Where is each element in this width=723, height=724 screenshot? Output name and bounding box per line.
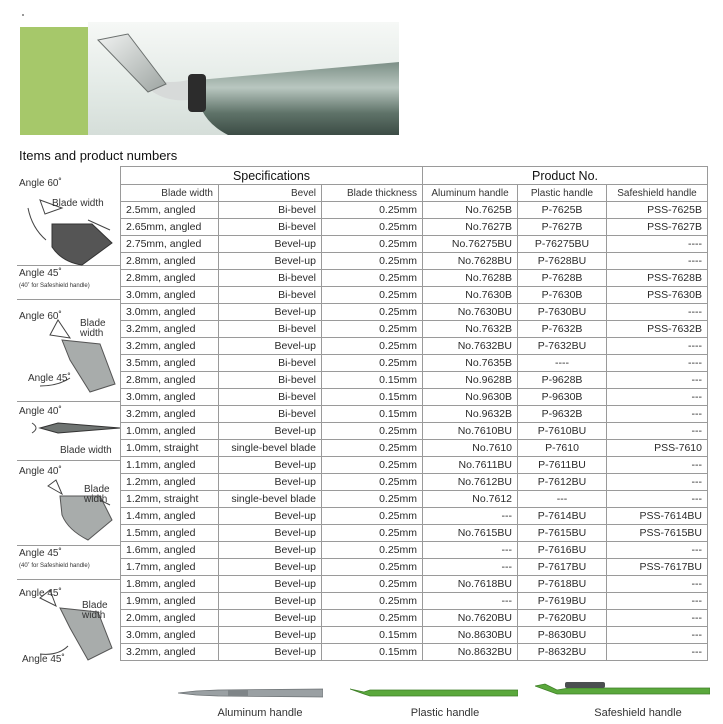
diagram-label: Blade [82,600,108,611]
aluminum-no-cell: --- [423,542,518,559]
safeshield-no-cell: --- [607,610,708,627]
aluminum-no-cell: No.76275BU [423,236,518,253]
aluminum-no-cell: No.9628B [423,372,518,389]
plastic-no-cell: P-7617BU [518,559,607,576]
thickness-cell: 0.15mm [322,627,423,644]
aluminum-no-cell: No.9632B [423,406,518,423]
aluminum-no-cell: --- [423,593,518,610]
aluminum-no-cell: No.7612BU [423,474,518,491]
plastic-no-cell: P-7625B [518,202,607,219]
table-column-header-row [121,185,708,202]
aluminum-no-cell: No.7630BU [423,304,518,321]
thickness-cell: 0.25mm [322,253,423,270]
bevel-cell: Bi-bevel [219,202,322,219]
plastic-no-cell: P-7618BU [518,576,607,593]
safeshield-no-cell: --- [607,474,708,491]
column-header: Aluminum handle [423,185,518,202]
plastic-no-cell: P-7632BU [518,338,607,355]
plastic-no-cell: P-7630B [518,287,607,304]
blade-photo [88,22,399,135]
table-group-header-row [121,167,708,185]
safeshield-no-cell: --- [607,593,708,610]
blade-width-cell: 3.5mm, angled [121,355,219,372]
bevel-cell: Bevel-up [219,593,322,610]
blade-width-cell: 1.6mm, angled [121,542,219,559]
safeshield-no-cell: ---- [607,355,708,372]
blade-width-cell: 1.8mm, angled [121,576,219,593]
plastic-no-cell: P-7619BU [518,593,607,610]
aluminum-no-cell: No.7632BU [423,338,518,355]
thickness-cell: 0.25mm [322,525,423,542]
plastic-no-cell: P-9632B [518,406,607,423]
table-row [121,491,708,508]
blade-width-cell: 2.8mm, angled [121,372,219,389]
bevel-cell: Bevel-up [219,627,322,644]
blade-width-cell: 3.2mm, angled [121,644,219,661]
thickness-cell: 0.25mm [322,474,423,491]
safeshield-no-cell: --- [607,542,708,559]
bevel-cell: Bi-bevel [219,219,322,236]
safeshield-no-cell: --- [607,423,708,440]
table-row [121,219,708,236]
blade-width-cell: 3.0mm, angled [121,287,219,304]
diagram-label: width [82,610,106,621]
bevel-cell: Bi-bevel [219,287,322,304]
table-row [121,508,708,525]
table-row [121,372,708,389]
thickness-cell: 0.25mm [322,304,423,321]
blade-width-cell: 3.2mm, angled [121,338,219,355]
aluminum-no-cell: No.8630BU [423,627,518,644]
plastic-handle-label: Plastic handle [410,707,480,719]
aluminum-no-cell: No.7618BU [423,576,518,593]
bevel-cell: single-bevel blade [219,440,322,457]
aluminum-no-cell: No.7611BU [423,457,518,474]
aluminum-no-cell: No.7610 [423,440,518,457]
blade-width-cell: 2.5mm, angled [121,202,219,219]
safeshield-no-cell: --- [607,457,708,474]
aluminum-no-cell: No.7625B [423,202,518,219]
blade-width-cell: 1.7mm, angled [121,559,219,576]
safeshield-no-cell: --- [607,389,708,406]
plastic-no-cell: --- [518,491,607,508]
plastic-no-cell: P-7612BU [518,474,607,491]
bevel-cell: Bevel-up [219,610,322,627]
diagram-label: width [80,328,104,339]
table-row [121,576,708,593]
table-row [121,644,708,661]
thickness-cell: 0.25mm [322,593,423,610]
bevel-cell: Bevel-up [219,508,322,525]
aluminum-no-cell: No.7630B [423,287,518,304]
product-no-header: Product No. [423,167,708,185]
diagram-label: Angle 60˚ [19,311,62,322]
thickness-cell: 0.15mm [322,389,423,406]
aluminum-no-cell: No.9630B [423,389,518,406]
thickness-cell: 0.15mm [322,406,423,423]
plastic-no-cell: P-7611BU [518,457,607,474]
blade-width-cell: 3.2mm, angled [121,321,219,338]
table-row [121,457,708,474]
safeshield-no-cell: PSS-7630B [607,287,708,304]
bevel-cell: Bi-bevel [219,270,322,287]
diagram-label: Blade width [52,198,104,209]
safeshield-no-cell: --- [607,627,708,644]
aluminum-no-cell: No.7610BU [423,423,518,440]
aluminum-no-cell: No.7632B [423,321,518,338]
aluminum-no-cell: No.7627B [423,219,518,236]
safeshield-no-cell: ---- [607,253,708,270]
diagram-label: Angle 40˚ [19,406,62,417]
plastic-no-cell: ---- [518,355,607,372]
table-row [121,304,708,321]
thickness-cell: 0.15mm [322,372,423,389]
table-row [121,287,708,304]
safeshield-no-cell: PSS-7610 [607,440,708,457]
bevel-cell: Bevel-up [219,474,322,491]
aluminum-no-cell: No.7628BU [423,253,518,270]
blade-width-cell: 1.1mm, angled [121,457,219,474]
blade-width-cell: 2.8mm, angled [121,253,219,270]
aluminum-no-cell: --- [423,508,518,525]
thickness-cell: 0.25mm [322,321,423,338]
diagram-label: Angle 45˚ [19,548,62,559]
safeshield-no-cell: ---- [607,304,708,321]
plastic-no-cell: P-8632BU [518,644,607,661]
blade-width-cell: 3.0mm, angled [121,389,219,406]
bevel-cell: Bi-bevel [219,355,322,372]
diagram-label: Blade width [60,445,112,456]
plastic-no-cell: P-7610 [518,440,607,457]
diagram-label: Blade [80,318,106,329]
diagram-label: Angle 40˚ [19,466,62,477]
aluminum-no-cell: No.7628B [423,270,518,287]
safeshield-no-cell: PSS-7615BU [607,525,708,542]
column-header: Safeshield handle [607,185,708,202]
diagram-label: Angle 45˚ [19,268,62,279]
blade-width-cell: 2.75mm, angled [121,236,219,253]
plastic-no-cell: P-8630BU [518,627,607,644]
safeshield-no-cell: --- [607,491,708,508]
table-row [121,593,708,610]
aluminum-no-cell: No.7612 [423,491,518,508]
plastic-no-cell: P-7614BU [518,508,607,525]
table-row [121,542,708,559]
table-row [121,202,708,219]
blade-width-cell: 1.5mm, angled [121,525,219,542]
plastic-no-cell: P-7630BU [518,304,607,321]
safeshield-no-cell: PSS-7627B [607,219,708,236]
diagram-label: width [84,494,108,505]
safeshield-handle-label: Safeshield handle [594,707,682,719]
thickness-cell: 0.25mm [322,423,423,440]
blade-width-cell: 2.65mm, angled [121,219,219,236]
blade-width-cell: 2.8mm, angled [121,270,219,287]
plastic-no-cell: P-7628B [518,270,607,287]
blade-width-cell: 1.0mm, angled [121,423,219,440]
plastic-no-cell: P-9628B [518,372,607,389]
blade-diagrams [0,0,120,724]
thickness-cell: 0.25mm [322,236,423,253]
safeshield-no-cell: PSS-7617BU [607,559,708,576]
bevel-cell: Bevel-up [219,338,322,355]
bevel-cell: Bevel-up [219,236,322,253]
bevel-cell: Bevel-up [219,253,322,270]
table-row [121,525,708,542]
bevel-cell: Bevel-up [219,576,322,593]
blade-width-cell: 1.2mm, angled [121,474,219,491]
bevel-cell: Bi-bevel [219,372,322,389]
safeshield-handle-icon [535,680,710,700]
table-row [121,559,708,576]
plastic-no-cell: P-7610BU [518,423,607,440]
bevel-cell: Bi-bevel [219,389,322,406]
section-title: Items and product numbers [19,148,178,163]
thickness-cell: 0.25mm [322,508,423,525]
thickness-cell: 0.25mm [322,219,423,236]
safeshield-no-cell: PSS-7625B [607,202,708,219]
blade-width-cell: 3.0mm, angled [121,304,219,321]
diagram-label: Angle 45˚ [22,654,65,665]
blade-width-cell: 1.9mm, angled [121,593,219,610]
diagram-note: (40˚ for Safeshield handle) [19,283,90,289]
safeshield-no-cell: PSS-7632B [607,321,708,338]
plastic-no-cell: P-7627B [518,219,607,236]
plastic-no-cell: P-7620BU [518,610,607,627]
aluminum-no-cell: --- [423,559,518,576]
plastic-no-cell: P-76275BU [518,236,607,253]
table-row [121,627,708,644]
safeshield-no-cell: --- [607,372,708,389]
safeshield-no-cell: PSS-7628B [607,270,708,287]
safeshield-no-cell: --- [607,576,708,593]
safeshield-no-cell: ---- [607,338,708,355]
thickness-cell: 0.25mm [322,202,423,219]
diagram-label: Angle 45˚ [28,373,71,384]
plastic-no-cell: P-7632B [518,321,607,338]
bevel-cell: Bevel-up [219,542,322,559]
diagram-label: Blade [84,484,110,495]
column-header: Blade width [121,185,219,202]
table-row [121,610,708,627]
blade-width-cell: 1.4mm, angled [121,508,219,525]
column-header: Blade thickness [322,185,423,202]
thickness-cell: 0.25mm [322,355,423,372]
thickness-cell: 0.25mm [322,457,423,474]
blade-width-cell: 1.2mm, straight [121,491,219,508]
aluminum-no-cell: No.7615BU [423,525,518,542]
bevel-cell: Bevel-up [219,525,322,542]
table-row [121,355,708,372]
table-row [121,270,708,287]
bevel-cell: Bi-bevel [219,321,322,338]
bevel-cell: Bevel-up [219,423,322,440]
table-row [121,406,708,423]
bevel-cell: Bevel-up [219,559,322,576]
table-row [121,474,708,491]
thickness-cell: 0.25mm [322,491,423,508]
aluminum-no-cell: No.7635B [423,355,518,372]
product-table [120,166,708,661]
thickness-cell: 0.25mm [322,287,423,304]
safeshield-no-cell: PSS-7614BU [607,508,708,525]
table-row [121,423,708,440]
thickness-cell: 0.25mm [322,440,423,457]
blade-width-cell: 2.0mm, angled [121,610,219,627]
column-header: Plastic handle [518,185,607,202]
table-row [121,338,708,355]
diagram-note: (40˚ for Safeshield handle) [19,563,90,569]
diagram-label: Angle 45˚ [19,588,62,599]
bevel-cell: Bevel-up [219,304,322,321]
aluminum-handle-label: Aluminum handle [217,707,303,719]
aluminum-no-cell: No.7620BU [423,610,518,627]
table-row [121,389,708,406]
blade-width-cell: 1.0mm, straight [121,440,219,457]
safeshield-no-cell: --- [607,406,708,423]
bevel-cell: single-bevel blade [219,491,322,508]
plastic-no-cell: P-7616BU [518,542,607,559]
plastic-no-cell: P-7628BU [518,253,607,270]
diagram-label: Angle 60˚ [19,178,62,189]
thickness-cell: 0.25mm [322,338,423,355]
table-row [121,321,708,338]
thickness-cell: 0.25mm [322,542,423,559]
thickness-cell: 0.25mm [322,270,423,287]
safeshield-no-cell: ---- [607,236,708,253]
bevel-cell: Bevel-up [219,644,322,661]
safeshield-no-cell: --- [607,644,708,661]
blade-width-cell: 3.0mm, angled [121,627,219,644]
bevel-cell: Bi-bevel [219,406,322,423]
plastic-no-cell: P-7615BU [518,525,607,542]
table-row [121,253,708,270]
blade-width-cell: 3.2mm, angled [121,406,219,423]
table-row [121,440,708,457]
column-header: Bevel [219,185,322,202]
bevel-cell: Bevel-up [219,457,322,474]
thickness-cell: 0.25mm [322,610,423,627]
aluminum-no-cell: No.8632BU [423,644,518,661]
table-row [121,236,708,253]
plastic-no-cell: P-9630B [518,389,607,406]
specifications-header: Specifications [121,167,423,185]
plastic-handle-icon [350,684,518,700]
thickness-cell: 0.15mm [322,644,423,661]
thickness-cell: 0.25mm [322,559,423,576]
aluminum-handle-icon [178,686,323,700]
thickness-cell: 0.25mm [322,576,423,593]
